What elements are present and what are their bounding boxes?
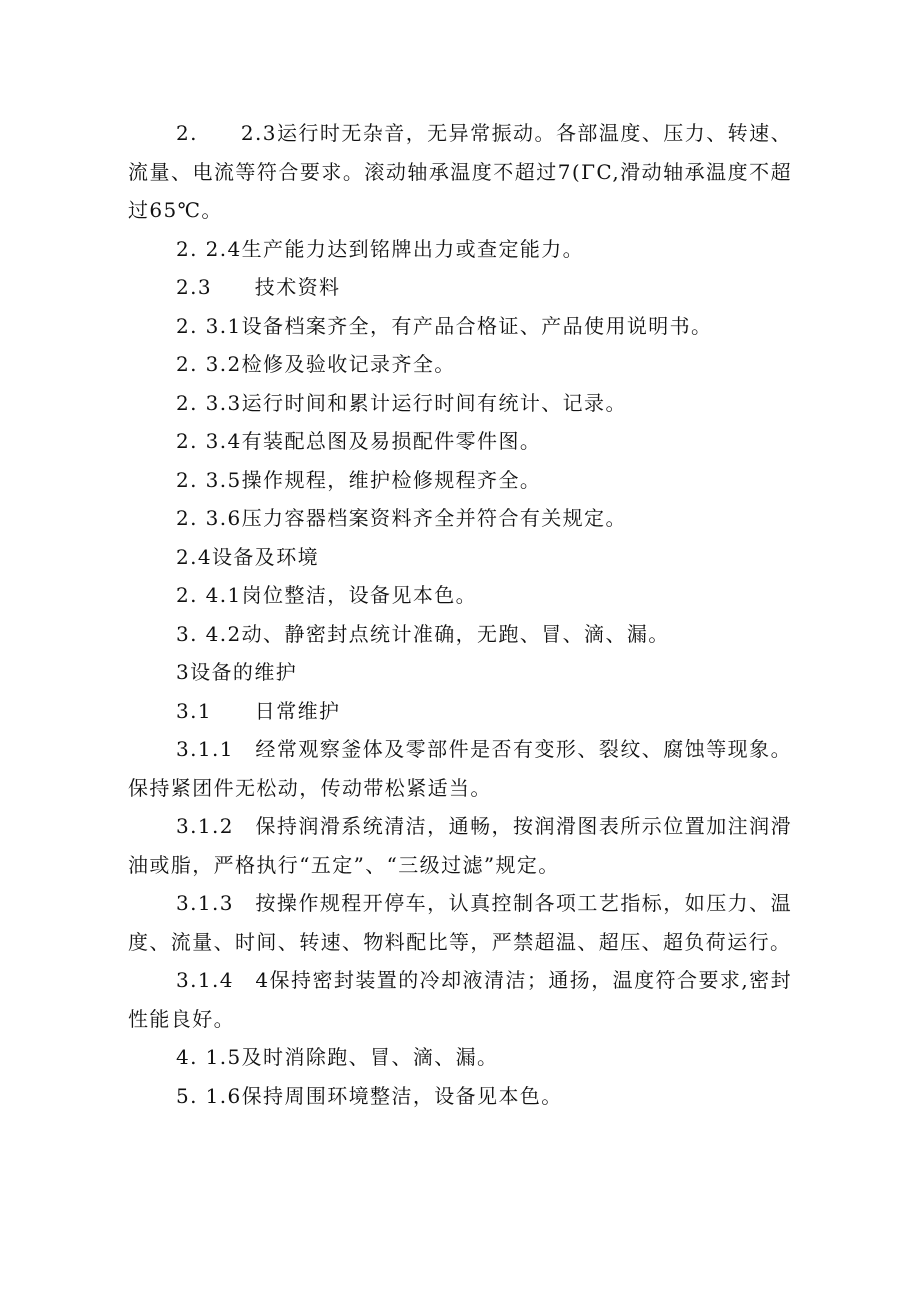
paragraph-4-1-5: 4. 1.5及时消除跑、冒、滴、漏。 (176, 1045, 499, 1069)
section-heading-2-3: 2.3 技术资料 (176, 275, 341, 299)
paragraph-2-3-6: 2. 3.6压力容器档案资料齐全并符合有关规定。 (176, 506, 627, 530)
paragraph-2-3-3: 2. 3.3运行时间和累计运行时间有统计、记录。 (176, 390, 627, 415)
paragraph-2-3-1: 2. 3.1设备档案齐全，有产品合格证、产品使用说明书。 (176, 313, 713, 338)
section-heading-2-4: 2.4设备及环境 (176, 544, 320, 569)
paragraph-2-4-1: 2. 4.1岗位整洁，设备见本色。 (176, 583, 478, 607)
paragraph-3-1-1: 3.1.1 经常观察釜体及零部件是否有变形、裂纹、腐蚀等现象。保持紧团件无松动，传动带松紧适当。 (128, 737, 792, 800)
paragraph-2-3-2: 2. 3.2检修及验收记录齐全。 (176, 352, 456, 376)
paragraph-2-2-3: 2. 2.3运行时无杂音，无异常振动。各部温度、压力、转速、流量、电流等符合要求。滚动轴承温度不超过7(ΓC,滑动轴承温度不超过65℃。 (128, 121, 792, 222)
paragraph-5-1-6: 5. 1.6保持周围环境整洁，设备见本色。 (176, 1083, 563, 1108)
document-body (128, 114, 792, 1115)
paragraph-3-4-2: 3. 4.2动、静密封点统计准确，无跑、冒、滴、漏。 (176, 621, 670, 646)
paragraph-3-1-3: 3.1.3 按操作规程开停车，认真控制各项工艺指标，如压力、温度、流量、时间、转速、物料配比等，严禁超温、超压、超负荷运行。 (128, 891, 792, 954)
chapter-heading-3: 3设备的维护 (176, 660, 298, 684)
paragraph-2-3-5: 2. 3.5操作规程，维护检修规程齐全。 (176, 467, 542, 492)
paragraph-3-1-2: 3.1.2 保持润滑系统清洁，通畅，按润滑图表所示位置加注润滑油或脂，严格执行“五定”、“三级过滤”规定。 (128, 814, 792, 877)
paragraph-3-1-4: 3.1.4 4保持密封装置的冷却液清洁；通扬，温度符合要求,密封性能良好。 (128, 968, 792, 1031)
paragraph-2-3-4: 2. 3.4有装配总图及易损配件零件图。 (176, 429, 542, 453)
paragraph-2-2-4: 2. 2.4生产能力达到铭牌出力或查定能力。 (176, 236, 585, 261)
section-heading-3-1: 3.1 日常维护 (176, 698, 341, 723)
